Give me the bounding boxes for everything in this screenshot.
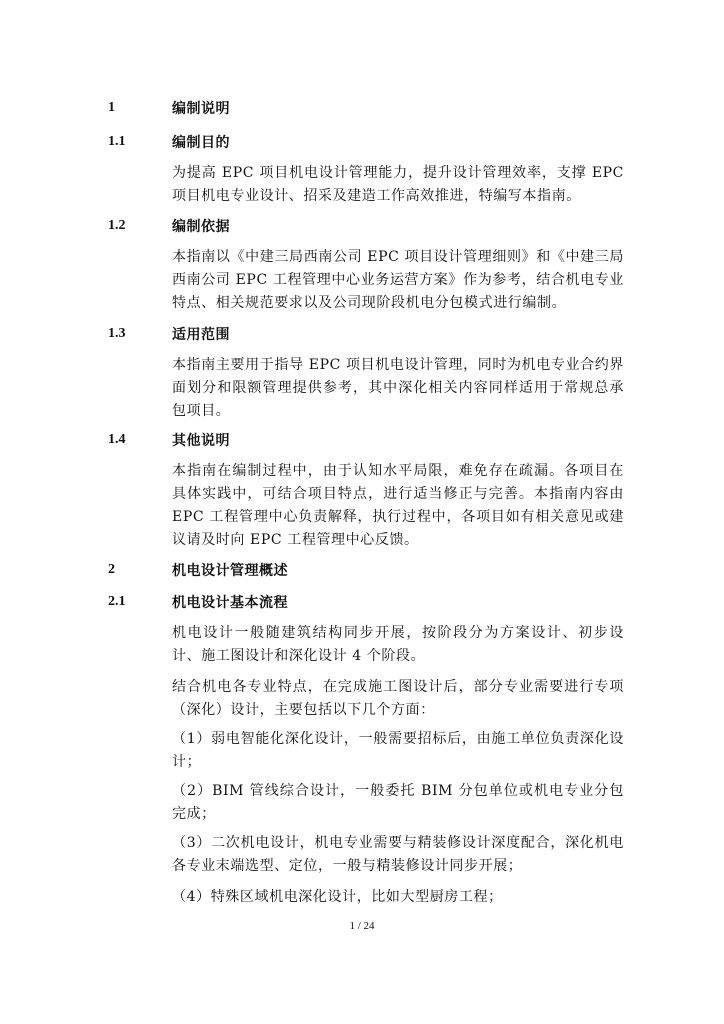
section-2-1-item-3: （3）二次机电设计，机电专业需要与精装修设计深度配合，深化机电各专业末端选型、定位，一般与精装修设计同步开展； — [172, 835, 624, 874]
section-number: 2 — [108, 562, 115, 577]
section-title: 适用范围 — [172, 327, 230, 343]
section-1-1-text: 为提高 EPC 项目机电设计管理能力，提升设计管理效率，支撑 EPC 项目机电专业设计、招采及建造工作高效推进，特编写本指南。 — [172, 165, 624, 204]
section-1-3-text: 本指南主要用于指导 EPC 项目机电设计管理，同时为机电专业合约界面划分和限额管理提供参考，其中深化相关内容同样适用于常规总承包项目。 — [172, 357, 624, 419]
section-1-3-heading — [108, 322, 230, 346]
section-2-1-item-1: （1）弱电智能化深化设计，一般需要招标后，由施工单位负责深化设计； — [172, 731, 624, 770]
section-1-4-text: 本指南在编制过程中，由于认知水平局限，难免存在疏漏。各项目在具体实践中，可结合项目特点，进行适当修正与完善。本指南内容由 EPC 工程管理中心负责解释，执行过程中，各项目如有相关意见或建议请及时向 EPC 工程管理中心反馈。 — [172, 463, 624, 548]
section-number: 1.1 — [108, 134, 126, 149]
section-number: 2.1 — [108, 594, 126, 609]
section-2-1-paragraph-1: 机电设计一般随建筑结构同步开展，按阶段分为方案设计、初步设计、施工图设计和深化设计 4 个阶段。 — [172, 625, 624, 664]
page-number: 1 / 24 — [349, 920, 375, 932]
section-title: 其他说明 — [172, 433, 230, 449]
section-1-heading — [108, 96, 230, 120]
section-2-1-paragraph-2: 结合机电各专业特点，在完成施工图设计后，部分专业需要进行专项（深化）设计，主要包括以下几个方面： — [172, 679, 624, 718]
section-2-1-heading — [108, 590, 288, 614]
section-1-4-heading — [108, 428, 230, 452]
section-1-2-text: 本指南以《中建三局西南公司 EPC 项目设计管理细则》和《中建三局西南公司 EPC 工程管理中心业务运营方案》作为参考，结合机电专业特点、相关规范要求以及公司现阶段机电分包模式进行编制。 — [172, 249, 624, 311]
section-2-1-item-4: （4）特殊区域机电深化设计，比如大型厨房工程； — [172, 889, 503, 905]
section-title: 编制说明 — [172, 101, 230, 117]
section-number: 1.4 — [108, 432, 126, 447]
section-number: 1.2 — [108, 218, 126, 233]
section-2-heading — [108, 558, 288, 582]
section-title: 机电设计管理概述 — [172, 563, 288, 579]
section-2-1-item-2: （2）BIM 管线综合设计，一般委托 BIM 分包单位或机电专业分包完成； — [172, 783, 624, 822]
section-1-1-heading — [108, 130, 230, 154]
section-number: 1 — [108, 100, 115, 115]
section-title: 编制目的 — [172, 135, 230, 151]
section-number: 1.3 — [108, 326, 126, 341]
section-title: 机电设计基本流程 — [172, 595, 288, 611]
section-1-2-heading — [108, 214, 230, 238]
section-title: 编制依据 — [172, 219, 230, 235]
